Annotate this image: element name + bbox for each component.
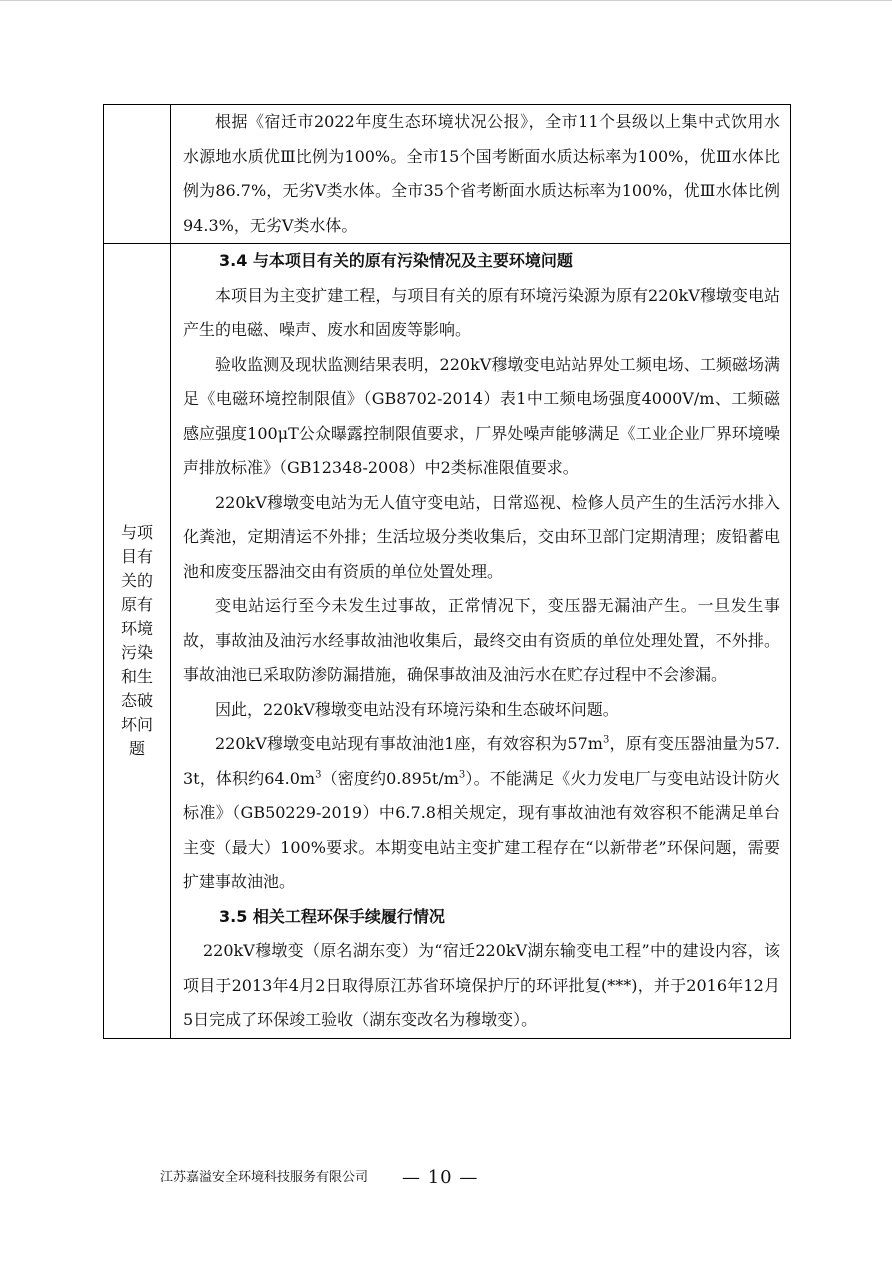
- table-row: [104, 244, 791, 1039]
- section-3-4-paragraph-1: 本项目为主变扩建工程，与项目有关的原有环境污染源为原有220kV穆墩变电站产生的电磁、噪声、废水和固废等影响。: [183, 285, 780, 339]
- row-label-cell: [104, 244, 171, 1039]
- superscript-3: 3: [602, 734, 610, 746]
- section-3-5-heading: 3.5 相关工程环保手续履行情况: [219, 906, 445, 926]
- section-3-4-paragraph-4: 变电站运行至今未发生过事故，正常情况下，变压器无漏油产生。一旦发生事故，事故油及油污水经事故油池收集后，最终交由有资质的单位处理处置，不外排。事故油池已采取防渗防漏措施，确保事故油及油污水在贮存过程中不会渗漏。: [183, 596, 780, 684]
- content-table: [103, 104, 791, 1039]
- footer-company: 江苏嘉溢安全环境科技服务有限公司: [160, 1170, 369, 1185]
- oil-pit-text-b: ，原有变压器油量为57.3t，体积约64.0m: [183, 734, 780, 788]
- section-3-5-paragraph-1: 220kV穆墩变（原名湖东变）为“宿迁220kV湖东输变电工程”中的建设内容，该项目于2013年4月2日取得原江苏省环境保护厅的环评批复(***)，并于2016年12月5日完成了环保竣工验收（湖东变改名为穆墩变）。: [183, 941, 780, 1029]
- table-row: [104, 105, 791, 244]
- top-rule: [0, 0, 892, 1]
- section-3-4-paragraph-5: 因此，220kV穆墩变电站没有环境污染和生态破坏问题。: [215, 699, 619, 719]
- page-footer: [160, 1163, 760, 1193]
- superscript-3: 3: [458, 769, 466, 781]
- water-quality-paragraph: 根据《宿迁市2022年度生态环境状况公报》，全市11个县级以上集中式饮用水水源地水质优Ⅲ比例为100%。全市15个国考断面水质达标率为100%，优Ⅲ水体比例为86.7%，无劣Ⅴ类水体。全市35个省考断面水质达标率为100%，优Ⅲ水体比例94.3%，无劣Ⅴ类水体。: [183, 112, 780, 235]
- oil-pit-text-d: ）。不能满足《火力发电厂与变电站设计防火标准》（GB50229-2019）中6.7.8相关规定，现有事故油池有效容积不能满足单台主变（最大）100%要求。本期变电站主变扩建工程存在“以新带老”环保问题，需要扩建事故油池。: [183, 768, 780, 891]
- empty-label-cell: [104, 105, 171, 244]
- section-3-4-paragraph-2: 验收监测及现状监测结果表明，220kV穆墩变电站站界处工频电场、工频磁场满足《电磁环境控制限值》（GB8702-2014）表1中工频电场强度4000V/m、工频磁感应强度100μT公众曝露控制限值要求，厂界处噪声能够满足《工业企业厂界环境噪声排放标准》（GB12348-2008）中2类标准限值要求。: [183, 354, 780, 477]
- superscript-3: 3: [315, 769, 322, 781]
- pollution-issues-cell: [171, 244, 791, 1039]
- row-label: 与项目有关的原有环境污染和生态破坏问题: [120, 522, 153, 758]
- water-quality-cell: [171, 105, 791, 244]
- section-3-4-paragraph-6: [183, 727, 780, 900]
- page-number: — 10 —: [402, 1167, 479, 1188]
- section-3-4-paragraph-3: 220kV穆墩变电站为无人值守变电站，日常巡视、检修人员产生的生活污水排入化粪池，定期清运不外排；生活垃圾分类收集后，交由环卫部门定期清理；废铅蓄电池和废变压器油交由有资质的单位处置处理。: [183, 492, 780, 581]
- oil-pit-text-c: （密度约0.895t/m: [321, 768, 459, 788]
- oil-pit-text-a: 220kV穆墩变电站现有事故油池1座，有效容积为57m: [215, 734, 603, 753]
- section-3-4-heading: 3.4 与本项目有关的原有污染情况及主要环境问题: [219, 251, 573, 270]
